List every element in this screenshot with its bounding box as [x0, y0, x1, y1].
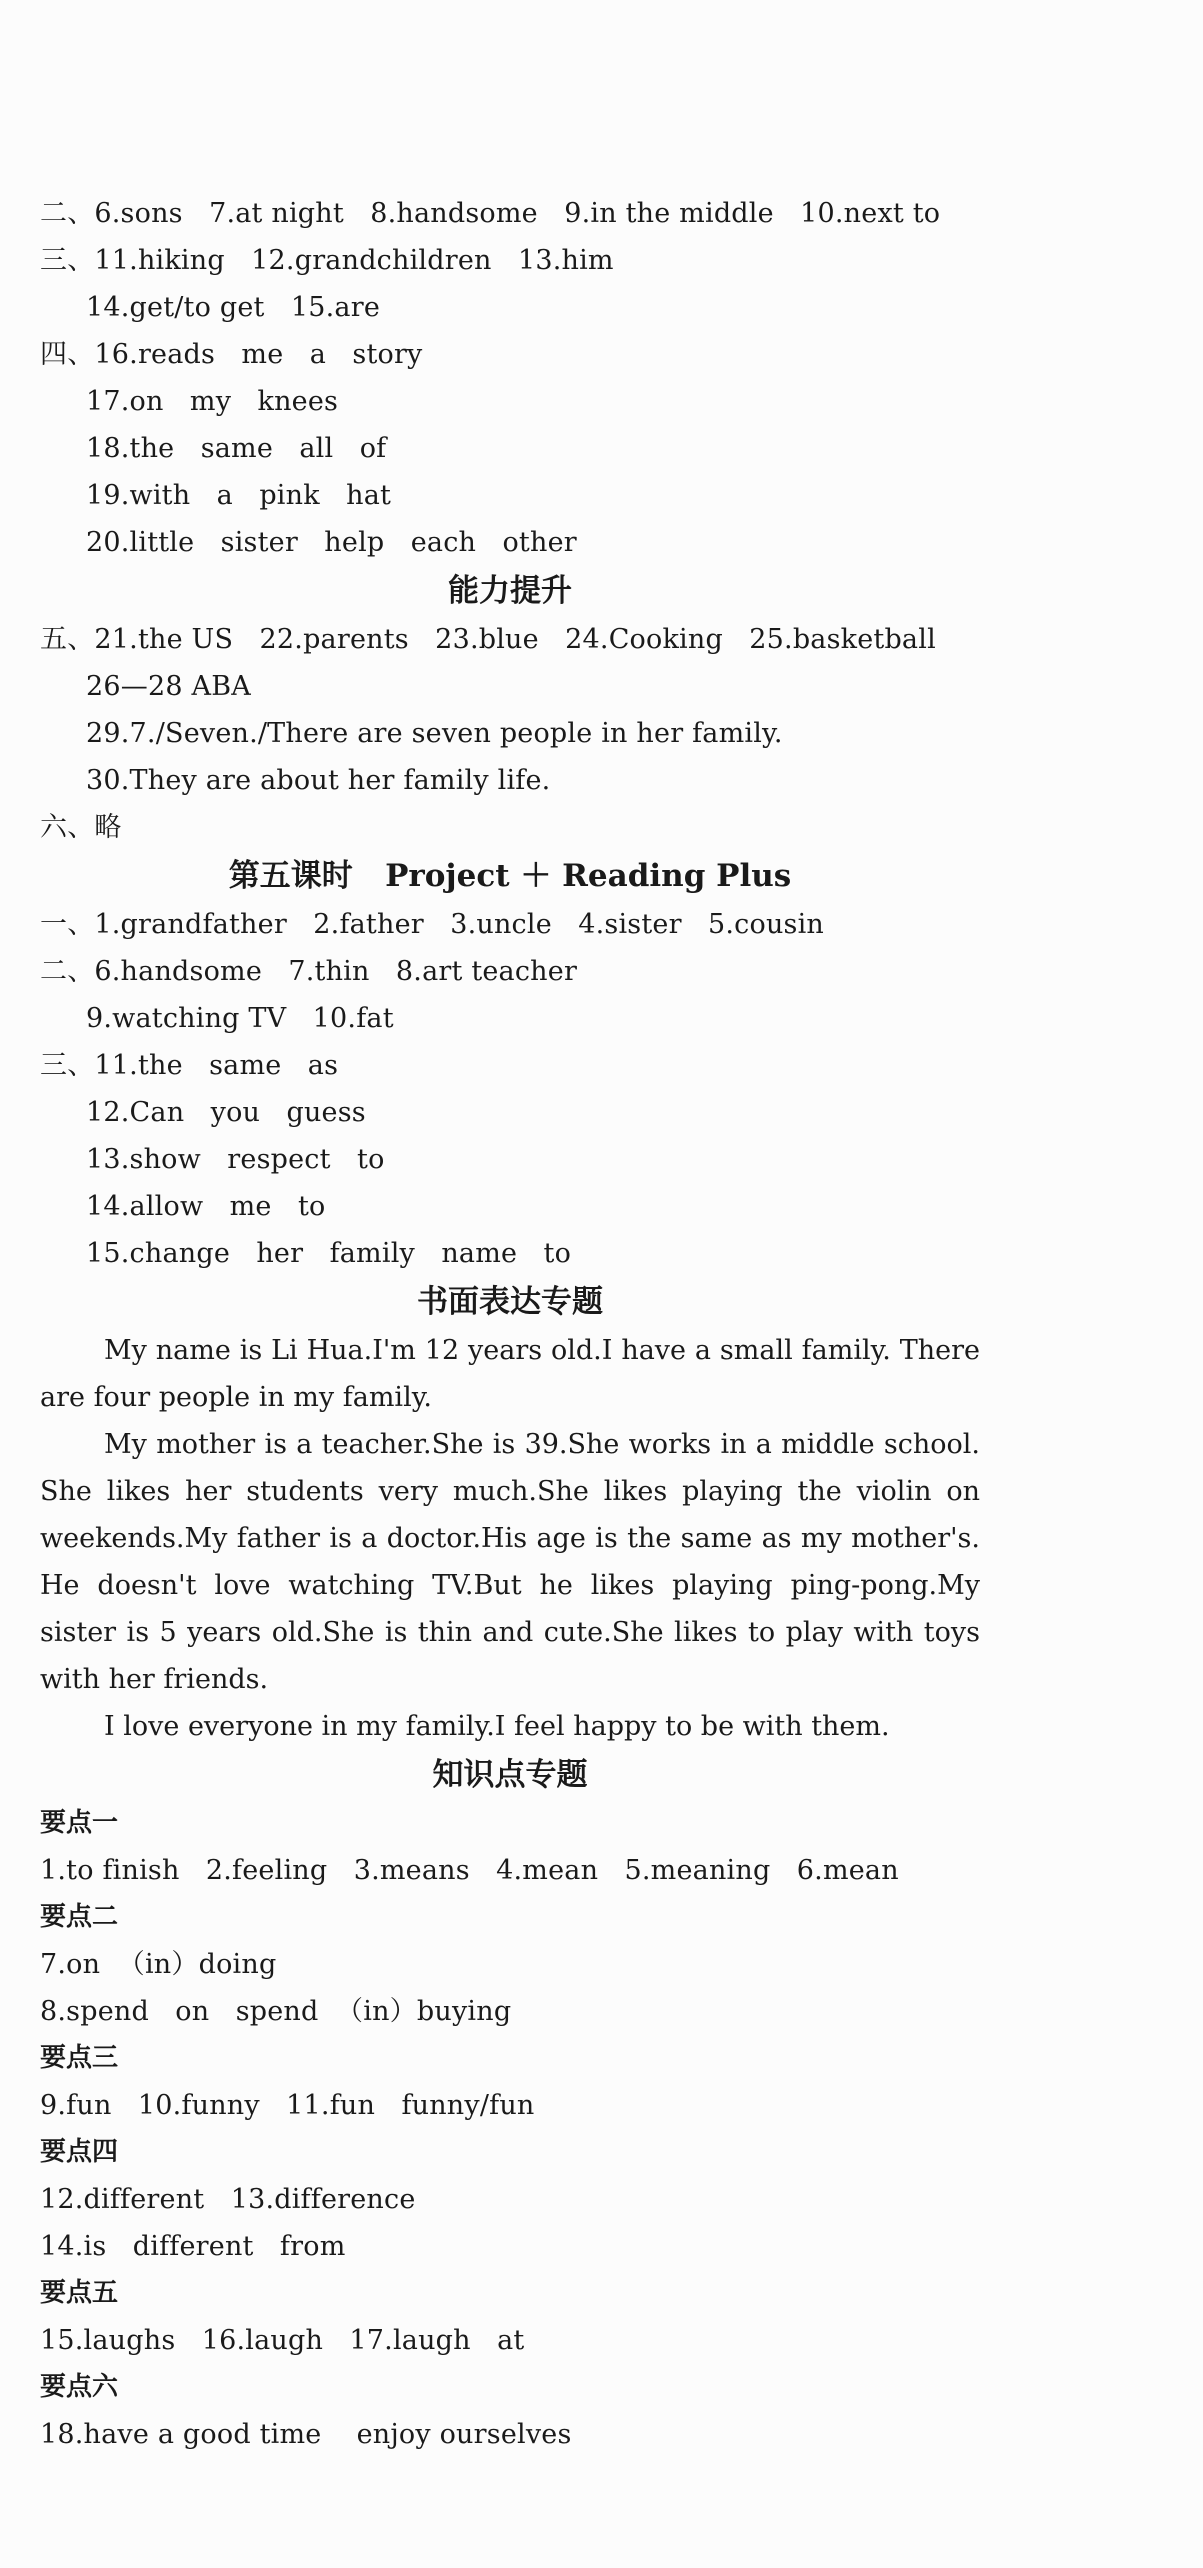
answer-line: 二、6.sons 7.at night 8.handsome 9.in the middle 10.next to [40, 198, 941, 229]
answer-line: 14.is different from [40, 2231, 346, 2262]
essay-paragraph: I love everyone in my family.I feel happy to be with them. [104, 1711, 890, 1742]
section-heading-knowledge: 知识点专题 [432, 1757, 588, 1793]
answer-line: 四、16.reads me a story [40, 339, 423, 370]
answer-line: 12.different 13.difference [40, 2184, 416, 2215]
answer-line: 五、21.the US 22.parents 23.blue 24.Cooking 25.basketball [40, 624, 936, 655]
answer-line: 7.on （in）doing [40, 1949, 277, 1980]
answer-line: 18.have a good time enjoy ourselves [40, 2419, 572, 2450]
answer-line: 30.They are about her family life. [86, 765, 551, 796]
answer-line: 29.7./Seven./There are seven people in her family. [86, 718, 783, 749]
page-content [40, 190, 1160, 2458]
answer-line: 14.allow me to [86, 1191, 326, 1222]
answer-line: 12.Can you guess [86, 1097, 366, 1128]
key-point-title: 要点四 [40, 2137, 119, 2167]
answer-line: 14.get/to get 15.are [86, 292, 381, 323]
key-point-title: 要点二 [40, 1902, 119, 1932]
answer-line: 9.watching TV 10.fat [86, 1003, 394, 1034]
key-point-title: 要点三 [40, 2043, 119, 2073]
answer-line: 六、略 [40, 812, 122, 843]
answer-line: 8.spend on spend （in）buying [40, 1996, 512, 2027]
answer-line: 二、6.handsome 7.thin 8.art teacher [40, 956, 578, 987]
answer-line: 17.on my knees [86, 386, 339, 417]
answer-line: 13.show respect to [86, 1144, 385, 1175]
answer-line: 一、1.grandfather 2.father 3.uncle 4.sister 5.cousin [40, 909, 825, 940]
answer-line: 9.fun 10.funny 11.fun funny/fun [40, 2090, 535, 2121]
section-heading-ability: 能力提升 [448, 573, 572, 609]
answer-line: 15.laughs 16.laugh 17.laugh at [40, 2325, 525, 2356]
answer-line: 19.with a pink hat [86, 480, 392, 511]
key-point-title: 要点五 [40, 2278, 119, 2308]
key-point-title: 要点一 [40, 1808, 119, 1838]
answer-line: 1.to finish 2.feeling 3.means 4.mean 5.meaning 6.mean [40, 1855, 899, 1886]
answer-line: 15.change her family name to [86, 1238, 572, 1269]
section-heading-lesson5: 第五课时 Project ＋ Reading Plus [228, 858, 792, 894]
section-heading-writing: 书面表达专题 [417, 1284, 603, 1320]
key-point-title: 要点六 [40, 2372, 119, 2402]
essay-paragraph: My name is Li Hua.I'm 12 years old.I have a small family. There are four people in my family. [40, 1335, 980, 1413]
answer-line: 三、11.the same as [40, 1050, 339, 1081]
answer-line: 20.little sister help each other [86, 527, 577, 558]
essay-paragraph: My mother is a teacher.She is 39.She works in a middle school. She likes her students very much.She likes playing the violin on weekends.My father is a doctor.His age is the same as my mother's. He doesn't love watching TV.But he likes playing ping-pong.My sister is 5 years old.She is thin and cute.She likes to play with toys with her friends. [40, 1429, 980, 1695]
answer-line: 18.the same all of [86, 433, 387, 464]
answer-line: 26—28 ABA [86, 671, 251, 702]
answer-line: 三、11.hiking 12.grandchildren 13.him [40, 245, 614, 276]
